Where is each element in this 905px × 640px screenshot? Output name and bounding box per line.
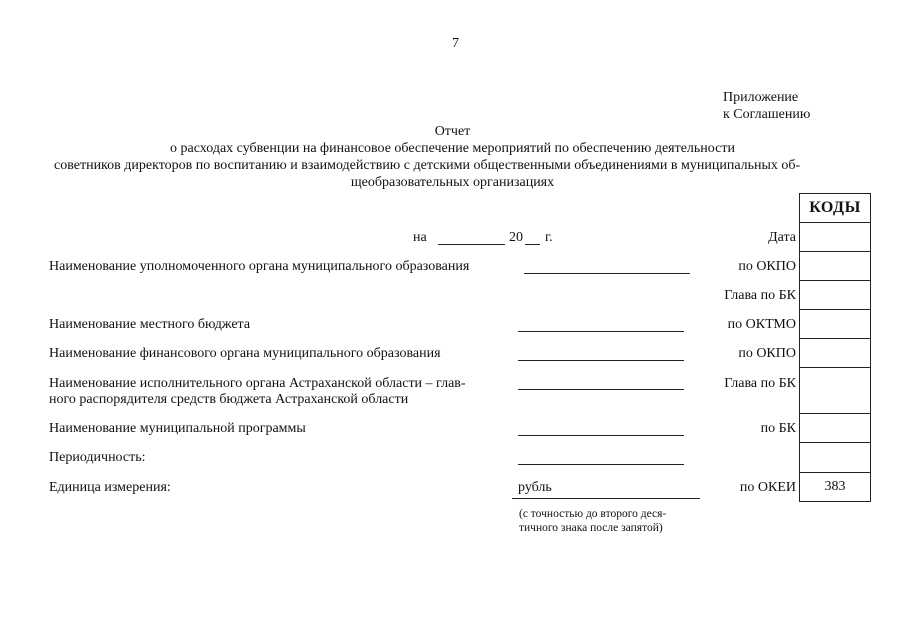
- code-cell-periodicity[interactable]: [799, 442, 871, 473]
- code-cell-bk[interactable]: [799, 413, 871, 443]
- code-cell-okpo-fin[interactable]: [799, 338, 871, 368]
- label-budget: Наименование местного бюджета: [49, 317, 251, 332]
- code-cell-date[interactable]: [799, 222, 871, 252]
- code-label-glava-bk-exec: Глава по БК: [724, 376, 796, 391]
- page-number: 7: [452, 36, 459, 51]
- code-label-okpo-fin: по ОКПО: [738, 346, 796, 361]
- report-subtitle-line-3: щеобразовательных организациях: [350, 175, 555, 190]
- unit-underline: [512, 498, 700, 499]
- unit-value: рубль: [518, 480, 552, 495]
- code-label-okei: по ОКЕИ: [739, 480, 796, 495]
- label-unit: Единица измерения:: [49, 480, 171, 495]
- label-periodicity: Периодичность:: [49, 450, 146, 465]
- code-cell-glava-bk[interactable]: [799, 280, 871, 310]
- date-year-prefix: 20: [509, 230, 523, 245]
- code-cell-okei: 383: [799, 472, 871, 502]
- code-label-glava-bk: Глава по БК: [724, 288, 796, 303]
- code-cell-oktmo[interactable]: [799, 309, 871, 339]
- label-fin-org: Наименование финансового органа муниципального образования: [49, 346, 441, 361]
- code-cell-okpo[interactable]: [799, 251, 871, 281]
- code-label-date: Дата: [768, 230, 796, 245]
- periodicity-blank[interactable]: [518, 464, 684, 465]
- code-label-bk: по БК: [760, 421, 796, 436]
- code-cell-glava-bk-exec[interactable]: [799, 367, 871, 414]
- report-title: Отчет: [434, 124, 471, 139]
- date-day-month-blank[interactable]: [438, 244, 505, 245]
- label-program: Наименование муниципальной программы: [49, 421, 306, 436]
- label-exec-org-line-2: ного распорядителя средств бюджета Астраханской области: [49, 392, 409, 407]
- label-authority: Наименование уполномоченного органа муниципального образования: [49, 259, 470, 274]
- code-label-okpo: по ОКПО: [738, 259, 796, 274]
- label-exec-org-line-1: Наименование исполнительного органа Астраханской области – глав-: [49, 376, 466, 391]
- report-subtitle-line-1: о расходах субвенции на финансовое обеспечение мероприятий по обеспечению деятельности: [170, 141, 735, 156]
- code-label-oktmo: по ОКТМО: [727, 317, 796, 332]
- unit-precision-note-line-2: тичного знака после запятой): [519, 522, 663, 534]
- date-suffix: г.: [545, 230, 553, 245]
- appendix-line-1: Приложение: [723, 90, 799, 105]
- unit-precision-note-line-1: (с точностью до второго деся-: [519, 508, 667, 520]
- date-prefix: на: [413, 230, 427, 245]
- codes-header: КОДЫ: [799, 193, 871, 223]
- date-year-blank[interactable]: [525, 244, 540, 245]
- appendix-line-2: к Соглашению: [723, 107, 811, 122]
- report-subtitle-line-2: советников директоров по воспитанию и взаимодействию с детскими общественными объединениями в муниципальных об-: [54, 158, 801, 173]
